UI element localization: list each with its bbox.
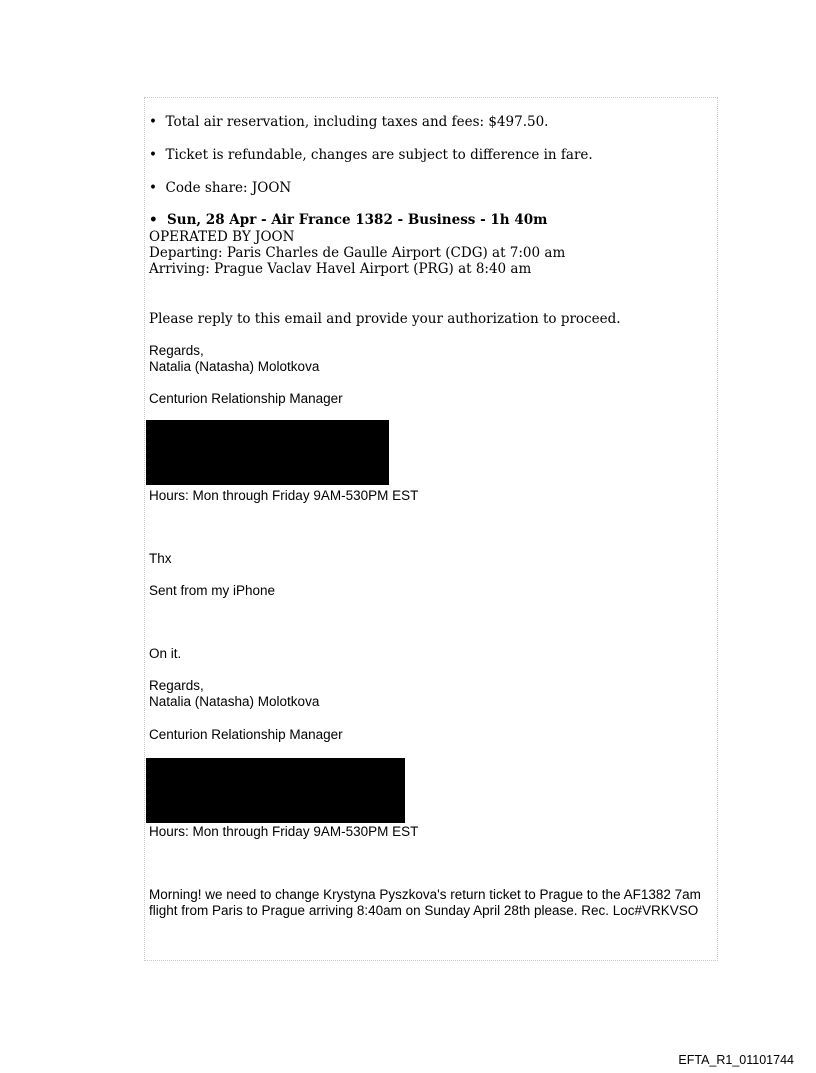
- redaction-block: [146, 420, 389, 485]
- flight-departing: Departing: Paris Charles de Gaulle Airport (CDG) at 7:00 am: [149, 245, 566, 261]
- flight-heading: • Sun, 28 Apr - Air France 1382 - Business - 1h 40m: [149, 212, 548, 228]
- signature-name: Natalia (Natasha) Molotkova: [149, 694, 320, 709]
- bullet-codeshare: • Code share: JOON: [149, 180, 292, 196]
- flight-operated-by: OPERATED BY JOON: [149, 229, 295, 245]
- signature-title: Centurion Relationship Manager: [149, 391, 343, 406]
- flight-arriving: Arriving: Prague Vaclav Havel Airport (PRG) at 8:40 am: [149, 261, 532, 277]
- signature-name: Natalia (Natasha) Molotkova: [149, 359, 320, 374]
- reply-request: Please reply to this email and provide your authorization to proceed.: [149, 311, 621, 327]
- original-request: Morning! we need to change Krystyna Pyszkova's return ticket to Prague to the AF1382 7am flight from Paris to Prague arriving 8:40am on Sunday April 28th please. Rec. Loc#VRKVSO: [149, 887, 701, 918]
- signature-regards: Regards,: [149, 343, 204, 358]
- bullet-dot-icon: •: [149, 147, 166, 163]
- signature-regards: Regards,: [149, 678, 204, 693]
- signature-title: Centurion Relationship Manager: [149, 727, 343, 742]
- reply-thx: Thx: [149, 551, 172, 566]
- bullet-dot-icon: •: [149, 212, 168, 228]
- redaction-block: [146, 758, 405, 823]
- bullet-dot-icon: •: [149, 180, 166, 196]
- sent-from: Sent from my iPhone: [149, 583, 276, 598]
- bullet-dot-icon: •: [149, 114, 166, 130]
- document-id: EFTA_R1_01101744: [678, 1053, 794, 1067]
- signature-hours: Hours: Mon through Friday 9AM-530PM EST: [149, 824, 419, 839]
- signature-hours: Hours: Mon through Friday 9AM-530PM EST: [149, 488, 419, 503]
- bullet-total: • Total air reservation, including taxes and fees: $497.50.: [149, 114, 549, 130]
- bullet-refundable: • Ticket is refundable, changes are subject to difference in fare.: [149, 147, 593, 163]
- on-it: On it.: [149, 646, 182, 661]
